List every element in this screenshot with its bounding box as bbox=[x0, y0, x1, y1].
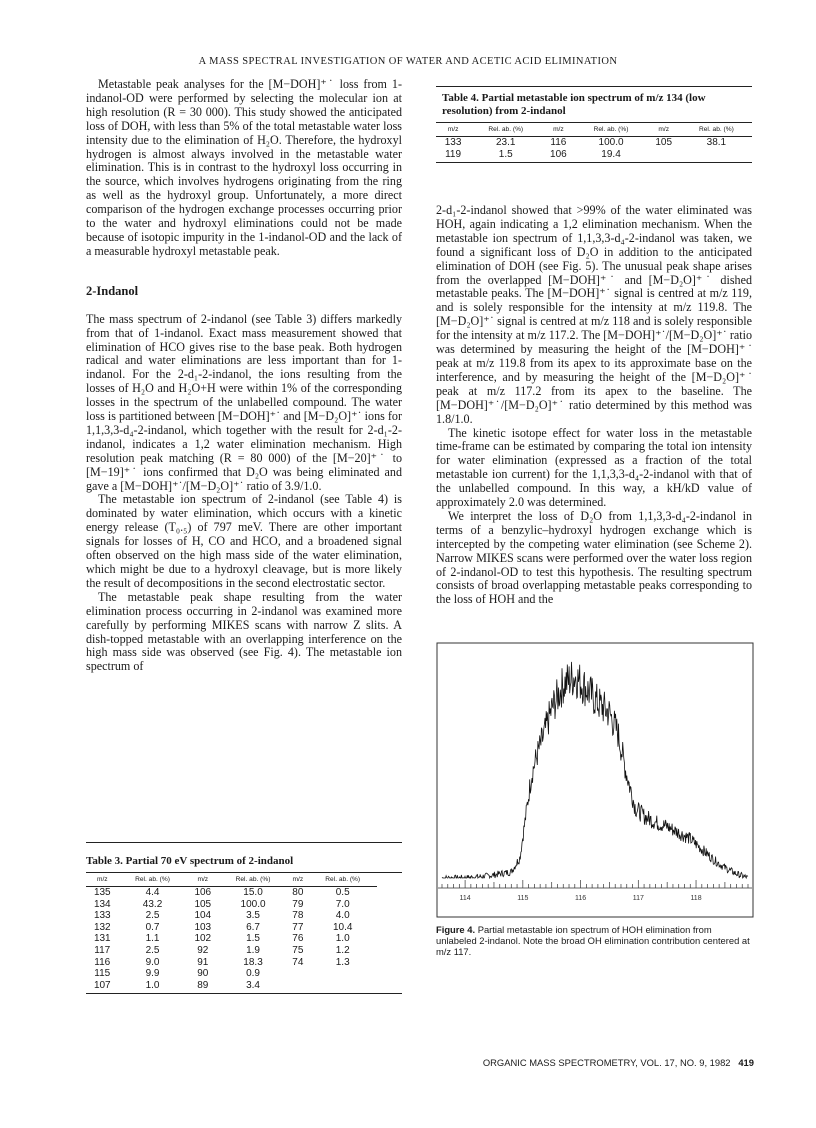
paragraph: 2-d₁-2-indanol showed that >99% of the water eliminated was HOH, again indicating a 1,2 elimination mechanism. When the metastable ion spectrum of 1,1,3,3-d₄-2-indanol was taken, we found a significant loss of D₂O in addition to the anticipated elimination of DOH (see Fig. 5). The unusual peak shape arises from the overlapped [M−DOH]⁺˙ and [M−D₂O]⁺˙ dished metastable peaks. The [M−DOH]⁺˙ signal is centred at m/z 119, and is solely responsible for the intensity at m/z 119.8. The [M−D₂O]⁺˙ signal is centred at m/z 118 and is solely responsible for the intensity at m/z 117.2. The [M−DOH]⁺˙/[M−D₂O]⁺˙ ratio was determined by measuring the height of the [M−DOH]⁺˙ peak at m/z 119.8 from its apex to its approximate base on the interference, and by measuring the height of the [M−D₂O]⁺˙ peak at m/z 117.2 from its apex to the baseline. The [M−DOH]⁺˙/[M−D₂O]⁺˙ ratio determined by this method was 1.8/1.0. bbox=[436, 203, 752, 426]
table-cell: 0.5 bbox=[335, 887, 350, 898]
table-4-body bbox=[436, 137, 752, 160]
table-cell: 78 bbox=[292, 910, 304, 922]
column-header: Rel. ab. (%) bbox=[593, 126, 629, 133]
table-row bbox=[86, 933, 377, 945]
paragraph: The kinetic isotope effect for water loss in the metastable time-frame can be estimated by comparing the total ion intensity for water elimination (expressed as a fraction of the total metastable ion current) for the 1,1,3,3-d₄-2-indanol with that of the unlabelled compound. In this way, a kH/kD value of approximately 2.0 was determined. bbox=[436, 425, 752, 510]
table-cell: 1.0 bbox=[335, 933, 350, 945]
table-cell: 18.3 bbox=[243, 956, 263, 968]
table-cell: 19.4 bbox=[601, 148, 621, 160]
column-header: m/z bbox=[553, 126, 564, 133]
table-4-caption: Table 4. Partial metastable ion spectrum of m/z 134 (low resolution) from 2-indanol bbox=[442, 92, 706, 117]
paragraph: The metastable ion spectrum of 2-indanol (see Table 4) is dominated by water elimination, which occurs with a kinetic energy release (T₀.₅) of 797 meV. There are other important signals for losses of H, CO and HCO, and a broadened signal often observed on the high mass side of the water elimination, which might be due to a hydroxyl cleavage, but is more likely the result of decompositions in the second electrostatic sector. bbox=[86, 492, 402, 590]
table-cell: 4.4 bbox=[145, 887, 160, 898]
table-cell: 43.2 bbox=[142, 898, 163, 910]
table-cell bbox=[287, 968, 309, 980]
table-cell: 76 bbox=[292, 933, 304, 945]
table-cell: 117 bbox=[94, 944, 111, 956]
table-cell: 115 bbox=[94, 968, 111, 980]
column-header: Rel. ab. (%) bbox=[135, 876, 170, 883]
section-heading: 2-Indanol bbox=[86, 283, 139, 298]
table-cell: 92 bbox=[197, 944, 209, 956]
paragraph: The metastable peak shape resulting from the water elimination process occurring in 2-indanol was examined more carefully by performing MIKES scans with narrow Z slits. A dish-topped metastable with an overlapping interference on the high mass side was observed (see Fig. 4). The metastable ion spectrum of bbox=[86, 589, 402, 674]
table-cell: 3.4 bbox=[246, 979, 260, 991]
column-header: m/z bbox=[658, 126, 669, 133]
table-cell: 15.0 bbox=[243, 887, 263, 898]
paragraph: Metastable peak analyses for the [M−DOH]⁺˙ loss from 1-indanol-OD were performed by selecting the molecular ion at high resolution (R = 30 000). This study showed the anticipated loss of DOH, with less than 5% of the total metastable water loss intensity due to the elimination of H₂O. Therefore, the hydroxyl hydrogen is almost always involved in the metastable water elimination. This is in contrast to the hydroxyl loss occurring in the source, which involves hydrogens originating from the ring as well as the hydroxyl group. Unfortunately, a more direct comparison of the hydrogen exchange processes occurring prior to the water and hydroxyl eliminations could not be made because of isotopic impurity in the 1-indanol-OD and the lack of a measurable hydroxyl metastable peak. bbox=[86, 77, 402, 258]
table-cell bbox=[309, 980, 377, 992]
table-cell: 105 bbox=[655, 137, 673, 148]
table-cell: 2.5 bbox=[145, 910, 160, 922]
paragraph: We interpret the loss of D₂O from 1,1,3,3-d₄-2-indanol in terms of a benzylic–hydroxyl hydrogen exchange which is intercepted by the competing water elimination (see Scheme 2). Narrow MIKES scans were performed over the water loss region of 2-indanol-OD to test this hypothesis. The resulting spectrum consists of broad overlapping metastable peaks corresponding to the loss of HOH and the bbox=[436, 508, 752, 607]
table-cell: 1.9 bbox=[246, 944, 260, 956]
figure-4-plot bbox=[436, 642, 754, 918]
figure-caption-text: Partial metastable ion spectrum of HOH elimination from unlabeled 2-indanol. Note the broad OH elimination contribution centered at m/z 117. bbox=[436, 924, 750, 957]
table-cell bbox=[681, 149, 752, 161]
figure-label: Figure 4. bbox=[436, 924, 476, 935]
table-cell: 38.1 bbox=[706, 137, 727, 148]
running-head: A MASS SPECTRAL INVESTIGATION OF WATER AND ACETIC ACID ELIMINATION bbox=[198, 56, 618, 67]
table-cell bbox=[309, 968, 377, 980]
table-cell: 103 bbox=[194, 921, 212, 933]
table-row bbox=[86, 887, 377, 899]
column-header: Rel. ab. (%) bbox=[325, 876, 361, 883]
table-cell: 79 bbox=[292, 898, 304, 910]
table-cell: 102 bbox=[194, 933, 212, 945]
table-cell: 0.9 bbox=[246, 968, 260, 980]
table-cell: 131 bbox=[93, 933, 111, 945]
table-row bbox=[86, 922, 377, 934]
table-cell: 106 bbox=[550, 148, 567, 160]
column-header: m/z bbox=[292, 876, 304, 883]
table-3-caption: Table 3. Partial 70 eV spectrum of 2-indanol bbox=[86, 855, 294, 867]
table-cell: 9.9 bbox=[145, 968, 160, 980]
table-cell: 90 bbox=[197, 968, 209, 980]
table-cell: 116 bbox=[550, 137, 567, 148]
table-3 bbox=[86, 842, 402, 994]
journal-citation: ORGANIC MASS SPECTROMETRY, VOL. 17, NO. 9, 1982 bbox=[482, 1057, 731, 1068]
column-header: m/z bbox=[197, 876, 209, 883]
table-cell: 132 bbox=[93, 921, 111, 933]
table-cell: 1.3 bbox=[335, 956, 350, 968]
table-cell: 10.4 bbox=[332, 921, 353, 933]
table-cell: 6.7 bbox=[246, 921, 260, 933]
table-cell: 74 bbox=[292, 956, 304, 968]
table-cell: 133 bbox=[93, 910, 111, 922]
table-row bbox=[436, 137, 752, 149]
column-header: Rel. ab. (%) bbox=[698, 126, 734, 133]
table-cell: 80 bbox=[292, 887, 304, 898]
x-tick-label: 114 bbox=[459, 895, 471, 902]
table-cell: 4.0 bbox=[335, 910, 350, 922]
column-header: m/z bbox=[447, 126, 459, 133]
table-4 bbox=[436, 86, 752, 163]
table-4-grid bbox=[436, 126, 752, 160]
table-row bbox=[86, 910, 377, 922]
table-cell: 2.5 bbox=[145, 944, 160, 956]
table-cell: 100.0 bbox=[240, 898, 266, 910]
x-tick-label: 116 bbox=[574, 895, 587, 902]
table-cell: 134 bbox=[93, 898, 111, 910]
table-row bbox=[86, 945, 377, 957]
page-footer bbox=[436, 1057, 754, 1068]
table-cell: 116 bbox=[94, 956, 111, 968]
table-cell: 100.0 bbox=[598, 137, 624, 148]
table-cell: 23.1 bbox=[495, 137, 516, 148]
table-cell: 7.0 bbox=[335, 898, 350, 910]
column-header: Rel. ab. (%) bbox=[235, 876, 271, 883]
spectrum-trace bbox=[442, 662, 748, 878]
x-tick-label: 115 bbox=[517, 895, 529, 902]
table-row bbox=[436, 149, 752, 161]
table-cell bbox=[647, 149, 681, 161]
table-3-body bbox=[86, 887, 377, 991]
table-cell: 3.5 bbox=[246, 910, 260, 922]
table-cell: 104 bbox=[194, 910, 212, 922]
table-cell: 1.5 bbox=[498, 148, 513, 160]
table-row bbox=[86, 980, 377, 992]
table-3-grid bbox=[86, 876, 377, 991]
table-cell: 75 bbox=[292, 944, 304, 956]
table-cell: 0.7 bbox=[145, 921, 160, 933]
table-row bbox=[86, 957, 377, 969]
page-number: 419 bbox=[738, 1057, 754, 1068]
table-cell: 106 bbox=[194, 887, 212, 898]
table-cell: 107 bbox=[93, 979, 111, 991]
x-tick-label: 118 bbox=[690, 895, 702, 902]
column-header: Rel. ab. (%) bbox=[488, 126, 524, 133]
figure-4 bbox=[436, 642, 754, 980]
left-column bbox=[86, 78, 402, 674]
right-column bbox=[436, 204, 752, 607]
table-cell: 119 bbox=[445, 148, 462, 160]
table-row bbox=[86, 899, 377, 911]
table-cell: 133 bbox=[444, 137, 462, 148]
column-header: m/z bbox=[96, 876, 108, 883]
figure-4-caption bbox=[436, 924, 754, 957]
table-cell: 1.2 bbox=[335, 944, 350, 956]
table-cell: 105 bbox=[194, 898, 212, 910]
table-cell: 89 bbox=[197, 979, 209, 991]
x-tick-label: 117 bbox=[632, 895, 644, 902]
table-cell: 77 bbox=[292, 921, 304, 933]
table-row bbox=[86, 968, 377, 980]
table-cell: 1.5 bbox=[246, 933, 260, 945]
table-cell: 1.1 bbox=[145, 933, 160, 945]
table-cell: 135 bbox=[93, 887, 111, 898]
table-cell: 1.0 bbox=[145, 979, 160, 991]
table-cell: 9.0 bbox=[145, 956, 160, 968]
table-cell: 91 bbox=[197, 956, 209, 968]
table-cell bbox=[287, 980, 309, 992]
paragraph: The mass spectrum of 2-indanol (see Table 3) differs markedly from that of 1-indanol. Exact mass measurement showed that elimination of HCO gives rise to the base peak. Both hydrogen radical and water eliminations are less important than for 1-indanol. For the 2-d₁-2-indanol, the ions resulting from the losses of H₂O and H₂O+H were within 1% of the corresponding losses in the spectrum of the unlabelled compound. The water loss is partitioned between [M−DOH]⁺˙ and [M−D₂O]⁺˙ ions for 1,1,3,3-d₄-2-indanol, which together with the result for 2-d₁-2-indanol, indicates a 1,2 water elimination mechanism. High resolution peak matching (R = 80 000) of the [M−20]⁺˙ to [M−19]⁺˙ ions confirmed that D₂O was being eliminated and gave a [M−DOH]⁺˙/[M−D₂O]⁺˙ ratio of 3.9/1.0. bbox=[86, 311, 402, 493]
